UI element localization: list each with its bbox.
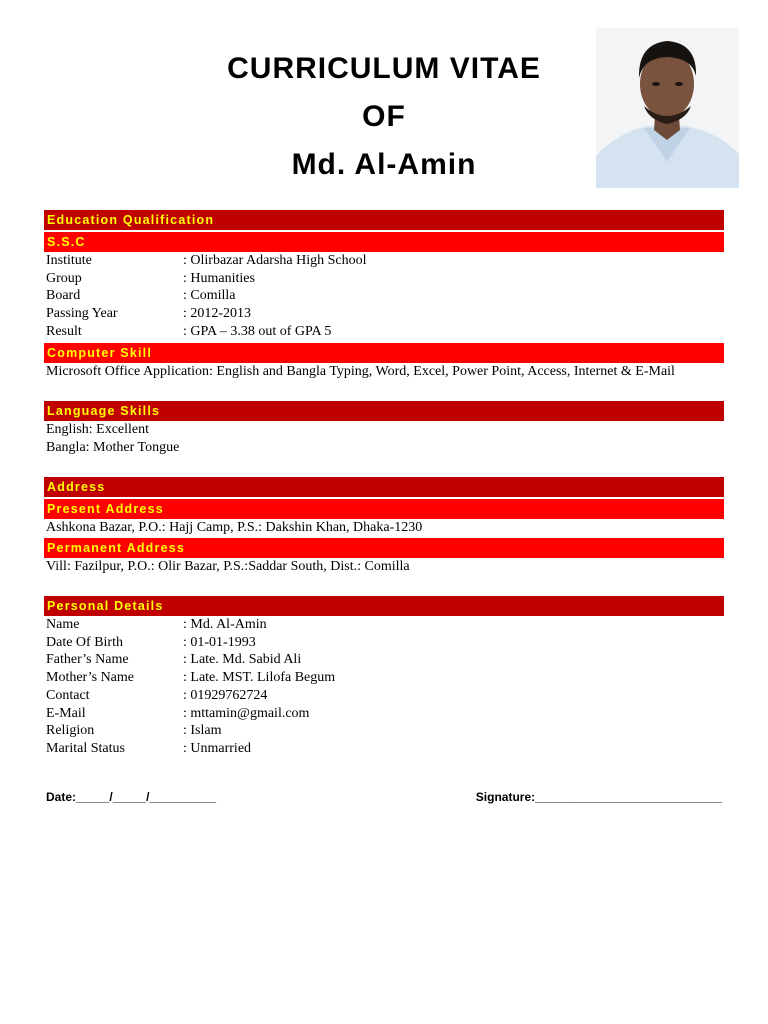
personal-row <box>44 722 724 740</box>
education-row <box>44 287 724 305</box>
field-label: E-Mail <box>46 705 86 721</box>
title-line-3: Md. Al-Amin <box>291 148 477 181</box>
present-address-text: Ashkona Bazar, P.O.: Hajj Camp, P.S.: Dakshin Khan, Dhaka-1230 <box>46 519 423 535</box>
personal-row <box>44 740 724 758</box>
education-row <box>44 305 724 323</box>
education-heading: Education Qualification <box>44 210 724 230</box>
signature-line: Signature:____________________________ <box>475 790 722 804</box>
title-line-1: CURRICULUM VITAE <box>227 52 541 85</box>
field-value: : Humanities <box>183 270 255 286</box>
field-value: : mttamin@gmail.com <box>183 705 310 721</box>
field-value: : Md. Al-Amin <box>183 617 267 633</box>
permanent-address-text: Vill: Fazilpur, P.O.: Olir Bazar, P.S.:Saddar South, Dist.: Comilla <box>46 559 410 575</box>
field-value: : Late. MST. Lilofa Begum <box>183 670 336 686</box>
personal-row <box>44 705 724 723</box>
profile-photo <box>596 28 739 188</box>
date-line: Date:_____/_____/__________ <box>46 790 217 804</box>
title-line-2: OF <box>362 100 406 133</box>
language-line: English: Excellent <box>46 422 150 438</box>
field-label: Passing Year <box>46 306 118 322</box>
computer-skill-heading: Computer Skill <box>44 343 724 363</box>
field-value: : Late. Md. Sabid Ali <box>183 652 302 668</box>
profile-photo-image <box>596 28 739 188</box>
education-details <box>44 252 724 341</box>
language-skills-heading: Language Skills <box>44 401 724 421</box>
field-value: : Unmarried <box>183 740 252 756</box>
field-label: Result <box>46 323 82 339</box>
field-label: Religion <box>46 723 95 739</box>
language-line: Bangla: Mother Tongue <box>46 439 180 455</box>
field-value: : 01929762724 <box>183 687 268 703</box>
education-row <box>44 252 724 270</box>
field-value: : Islam <box>183 723 222 739</box>
permanent-address-heading: Permanent Address <box>44 538 724 558</box>
field-label: Institute <box>46 253 92 268</box>
personal-details-heading: Personal Details <box>44 596 724 616</box>
field-label: Marital Status <box>46 740 125 756</box>
education-row <box>44 270 724 288</box>
personal-row <box>44 616 724 634</box>
field-label: Board <box>46 288 81 304</box>
ssc-heading: S.S.C <box>44 232 724 252</box>
field-label: Mother’s Name <box>46 670 134 686</box>
field-value: : Olirbazar Adarsha High School <box>183 253 367 268</box>
field-label: Contact <box>46 687 90 703</box>
present-address-heading: Present Address <box>44 499 724 519</box>
personal-row <box>44 651 724 669</box>
personal-row <box>44 687 724 705</box>
field-value: : GPA – 3.38 out of GPA 5 <box>183 323 332 339</box>
personal-details <box>44 616 724 758</box>
field-label: Group <box>46 270 82 286</box>
field-label: Name <box>46 617 80 633</box>
field-label: Father’s Name <box>46 652 129 668</box>
field-value: : 01-01-1993 <box>183 634 256 650</box>
personal-row <box>44 634 724 652</box>
education-row <box>44 323 724 341</box>
field-value: : Comilla <box>183 288 236 304</box>
address-heading: Address <box>44 477 724 497</box>
computer-skill-text: Microsoft Office Application: English and Bangla Typing, Word, Excel, Power Point, Access, Internet & E-Mail <box>46 363 675 379</box>
personal-row <box>44 669 724 687</box>
cv-content <box>44 210 724 758</box>
field-value: : 2012-2013 <box>183 306 252 322</box>
field-label: Date Of Birth <box>46 634 123 650</box>
